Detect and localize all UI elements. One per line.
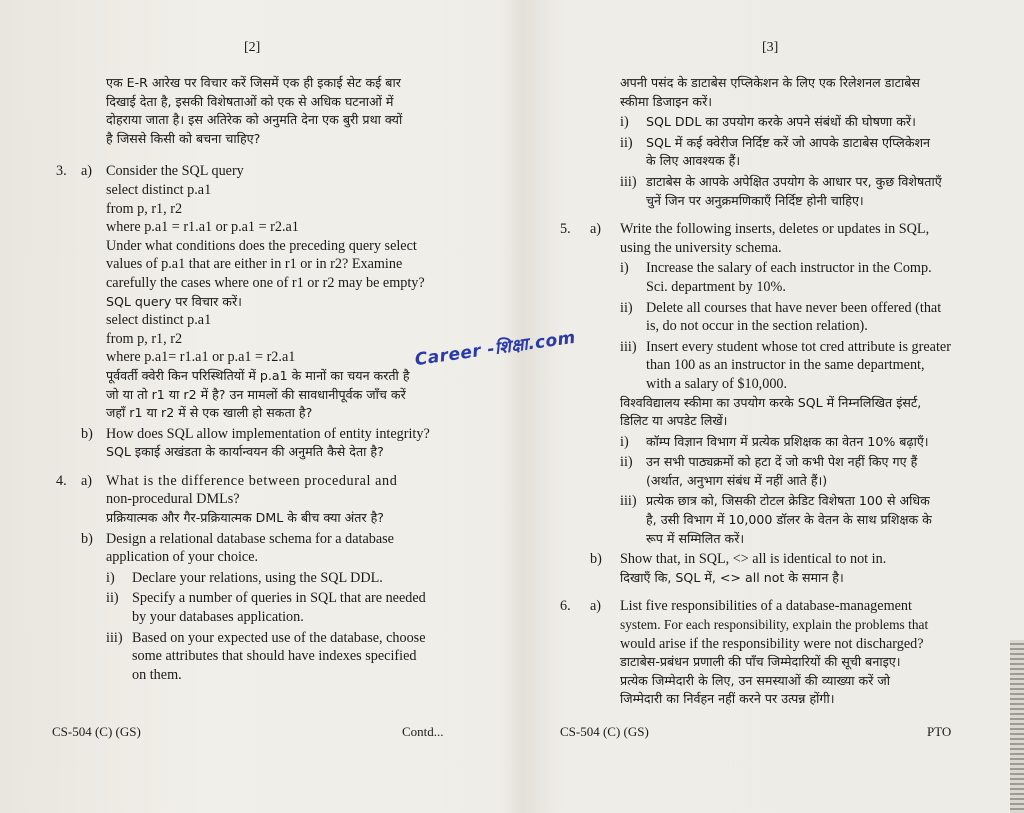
question-number: 4. (56, 472, 67, 489)
question-4-part-b: b) Design a relational database schema for a database application of your choice. i) Declare your relations, using the SQL DDL. ii) Specify a number of queries in SQL that are needed by your databases application. iii) Based on your expected use of the database, choose some attributes that should have indexes specified on them. (81, 530, 452, 685)
question-3-part-b: b) How does SQL allow implementation of entity integrity? SQL इकाई अखंडता के कार्यान्वयन की अनुमति कैसे देता है? (81, 425, 430, 460)
sub-item: i) Declare your relations, using the SQL DDL. (106, 569, 383, 586)
page-number: [3] (762, 40, 779, 55)
stacked-pages-edge (1010, 640, 1024, 813)
sub-item: ii) SQL में कई क्वेरीज निर्दिष्ट करें जो आपके डाटाबेस एप्लिकेशन के लिए आवश्यक हैं। (620, 134, 931, 169)
sub-item: i) Increase the salary of each instructor in the Comp. Sci. department by 10%. (620, 260, 932, 295)
part-label: a) (590, 598, 602, 615)
part-label: a) (590, 221, 602, 238)
intro-hindi: एक E-R आरेख पर विचार करें जिसमें एक ही इकाई सेट कई बार दिखाई देता है, इसकी विशेषताओं को एक से अधिक घटनाओं में दोहराया जाता है। इस अतिरेक को अनुमति देना एक बुरी प्रथा क्यों है जिससे किसी को बचना चाहिए? (106, 75, 403, 146)
sub-item: iii) प्रत्येक छात्र को, जिसकी टोटल क्रेडिट विशेषता 100 से अधिक है, उसी विभाग में 10,000 डॉलर के वेतन के साथ प्रशिक्षक के रूप में सम्मिलित करें। (620, 493, 932, 546)
watermark-logo: Career -शिक्षा.com (413, 327, 578, 371)
question-4: 4. a) What is the difference between procedural and non-procedural DMLs? प्रक्रियात्मक और गैर-प्रक्रियात्मक DML के बीच क्या अंतर है? (56, 472, 398, 526)
footer-contd: Contd... (402, 724, 444, 739)
sub-item: iii) Insert every student whose tot cred attribute is greater than 100 as an instructor in the same department, with a salary of $10,000. (620, 338, 951, 392)
right-page (512, 0, 1012, 813)
page-number: [2] (244, 40, 261, 55)
question-number: 5. (560, 221, 571, 238)
left-page (0, 0, 505, 813)
part-label: a) (81, 472, 93, 489)
sub-item: iii) डाटाबेस के आपके अपेक्षित उपयोग के आधार पर, कुछ विशेषताएँ चुनें जिन पर अनुक्रमणिकाएँ निर्दिष्ट होनी चाहिए। (620, 173, 942, 208)
part-label: b) (590, 551, 602, 568)
footer-code: CS-504 (C) (GS) (52, 724, 141, 739)
question-6: 6. a) List five responsibilities of a database-management system. For each responsibility, explain the problems that would arise if the responsibility were not discharged? डाटाबेस-प्रबंधन प्रणाली की पाँच जिम्मेदारियों की सूची बनाइए। प्रत्येक जिम्मेदारी के लिए, उन समस्याओं की व्याख्या करें जो जिम्मेदारी का निर्वहन नहीं करने पर उत्पन्न होंगी। (560, 598, 929, 707)
question-number: 6. (560, 598, 571, 615)
footer-code: CS-504 (C) (GS) (560, 724, 649, 739)
sub-item: iii) Based on your expected use of the database, choose some attributes that should have indexes specified on them. (106, 629, 426, 683)
sub-item: i) SQL DDL का उपयोग करके अपने संबंधों की घोषणा करें। (620, 114, 916, 131)
sub-item: ii) उन सभी पाठ्यक्रमों को हटा दें जो कभी पेश नहीं किए गए हैं (अर्थात, अनुभाग संबंध में नहीं आते हैं।) (620, 454, 918, 488)
part-label: b) (81, 425, 93, 442)
question-5-part-b: b) Show that, in SQL, <> all is identical to not in. दिखाएँ कि, SQL में, <> all not के समान है। (590, 551, 887, 585)
question-5: 5. a) Write the following inserts, deletes or updates in SQL, using the university schema. i) Increase the salary of each instructor in the Comp. Sci. department by 10%. ii) Delete all courses that have never been offered (that is, do not occur in the section relation). iii) Insert every student whose tot cred attribute is greater than 100 as an instructor in the same department, with a salary of $10,000. विश्वविद्यालय स्कीमा का उपयोग करके SQL में निम्नलिखित इंसर्ट, डिलिट या अपडेट लिखें। i) कॉम्प विज्ञान विभाग में प्रत्येक प्रशिक्षक का वेतन 10% बढ़ाएँ। ii) उन सभी पाठ्यक्रमों को हटा दें जो कभी पेश नहीं किए गए हैं (अर्थात, अनुभाग संबंध में नहीं आते हैं।) iii) प्रत्येक छात्र को, जिसकी टोटल क्रेडिट विशेषता 100 से अधिक है, उसी विभाग में 10,000 डॉलर के वेतन के साथ प्रशिक्षक के रूप में सम्मिलित करें। (560, 220, 988, 548)
right-column (560, 74, 988, 709)
question-number: 3. (56, 163, 67, 180)
sub-item: i) कॉम्प विज्ञान विभाग में प्रत्येक प्रशिक्षक का वेतन 10% बढ़ाएँ। (620, 433, 929, 450)
left-column (56, 74, 452, 684)
intro-hindi: अपनी पसंद के डाटाबेस एप्लिकेशन के लिए एक रिलेशनल डाटाबेस स्कीमा डिजाइन करें। (620, 75, 920, 109)
part-label: b) (81, 530, 93, 547)
part-label: a) (81, 163, 93, 180)
intro-sub-items (560, 113, 988, 210)
question-3: 3. a) Consider the SQL query select distinct p.a1 from p, r1, r2 where p.a1 = r1.a1 or p.a1 = r2.a1 Under what conditions does the preceding query select values of p.a1 that are either in r1 or in r2? Examine carefully the cases where one of r1 or r2 may be empty? SQL query पर विचार करें। select distinct p.a1 from p, r1, r2 where p.a1= r1.a1 or p.a1 = r2.a1 पूर्ववर्ती क्वेरी किन परिस्थितियों में p.a1 के मानों का चयन करती है जो या तो r1 या r2 में है? उन मामलों की सावधानीपूर्वक जाँच करें जहाँ r1 या r2 में से एक खाली हो सकता है? (56, 163, 425, 421)
sub-item: ii) Delete all courses that have never been offered (that is, do not occur in the section relation). (620, 299, 942, 335)
sub-item: ii) Specify a number of queries in SQL that are needed by your databases application. (106, 590, 426, 626)
footer-pto: PTO (927, 724, 952, 739)
